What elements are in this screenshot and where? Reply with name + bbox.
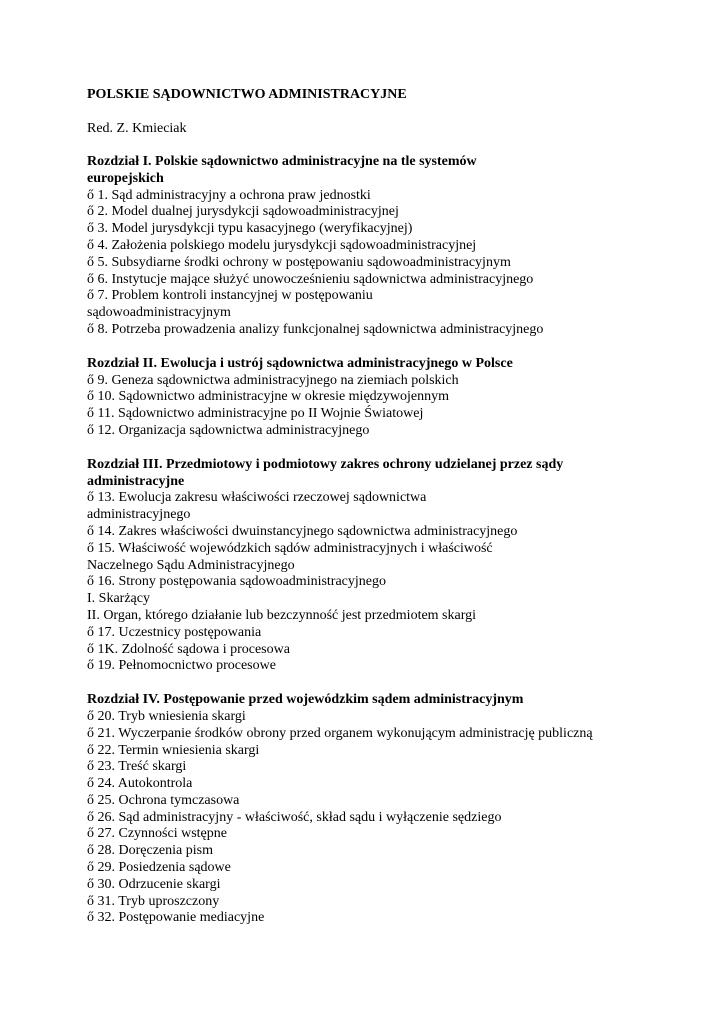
list-item: ő 10. Sądownictwo administracyjne w okresie międzywojennym [87, 389, 449, 405]
chapter-title: Rozdział I. Polskie sądownictwo administracyjne na tle systemów europejskich [87, 154, 477, 186]
chapter-2 [87, 356, 647, 440]
list-item: ő 16. Strony postępowania sądowoadministracyjnego [87, 574, 387, 590]
list-item: I. Skarżący [87, 591, 150, 607]
list-item: ő 15. Właściwość wojewódzkich sądów administracyjnych i właściwość Naczelnego Sądu Administracyjnego [87, 540, 493, 573]
list-item: ő 3. Model jurysdykcji typu kasacyjnego (weryfikacyjnej) [87, 221, 413, 237]
list-item: ő 25. Ochrona tymczasowa [87, 792, 240, 808]
list-item: ő 20. Tryb wniesienia skargi [87, 708, 246, 724]
list-item: ő 11. Sądownictwo administracyjne po II Wojnie Światowej [87, 406, 424, 422]
list-item: ő 29. Posiedzenia sądowe [87, 860, 231, 876]
list-item: ő 5. Subsydiarne środki ochrony w postępowaniu sądowoadministracyjnym [87, 254, 511, 270]
list-item: ő 17. Uczestnicy postępowania [87, 624, 262, 640]
list-item: ő 28. Doręczenia pism [87, 843, 213, 859]
list-item: ő 27. Czynności wstępne [87, 826, 227, 842]
list-item: ő 26. Sąd administracyjny - właściwość, skład sądu i wyłączenie sędziego [87, 809, 502, 825]
list-item: ő 14. Zakres właściwości dwuinstancyjnego sądownictwa administracyjnego [87, 523, 518, 539]
list-item: ő 6. Instytucje mające służyć unowocześnieniu sądownictwa administracyjnego [87, 271, 534, 287]
list-item: ő 1. Sąd administracyjny a ochrona praw jednostki [87, 187, 371, 203]
list-item: ő 4. Założenia polskiego modelu jurysdykcji sądowoadministracyjnej [87, 237, 477, 253]
document-title: POLSKIE SĄDOWNICTWO ADMINISTRACYJNE [87, 87, 407, 102]
list-item: ő 24. Autokontrola [87, 776, 193, 792]
list-item: ő 21. Wyczerpanie środków obrony przed organem wykonującym administrację publiczną [87, 725, 593, 741]
list-item: ő 22. Termin wniesienia skargi [87, 742, 260, 758]
list-item: ő 23. Treść skargi [87, 759, 187, 775]
list-item: ő 8. Potrzeba prowadzenia analizy funkcjonalnej sądownictwa administracyjnego [87, 321, 544, 337]
document-editor: Red. Z. Kmieciak [87, 121, 187, 136]
list-item: ő 1K. Zdolność sądowa i procesowa [87, 641, 290, 657]
list-item: ő 30. Odrzucenie skargi [87, 876, 221, 892]
chapter-title: Rozdział IV. Postępowanie przed wojewódzkim sądem administracyjnym [87, 692, 524, 708]
document-content [87, 86, 647, 927]
chapter-title: Rozdział II. Ewolucja i ustrój sądownictwa administracyjnego w Polsce [87, 355, 513, 371]
chapter-4 [87, 692, 647, 927]
list-item: ő 9. Geneza sądownictwa administracyjnego na ziemiach polskich [87, 372, 459, 388]
list-item: ő 12. Organizacja sądownictwa administracyjnego [87, 422, 370, 438]
list-item: ő 32. Postępowanie mediacyjne [87, 910, 265, 926]
list-item: II. Organ, którego działanie lub bezczynność jest przedmiotem skargi [87, 607, 477, 623]
list-item: ő 7. Problem kontroli instancyjnej w postępowaniu sądowoadministracyjnym [87, 288, 373, 321]
list-item: ő 19. Pełnomocnictwo procesowe [87, 658, 276, 674]
list-item: ő 13. Ewolucja zakresu właściwości rzeczowej sądownictwa administracyjnego [87, 490, 427, 523]
chapter-1 [87, 154, 647, 339]
list-item: ő 31. Tryb uproszczony [87, 893, 220, 909]
chapter-3 [87, 457, 647, 675]
chapter-title: Rozdział III. Przedmiotowy i podmiotowy zakres ochrony udzielanej przez sądy administracyjne [87, 456, 564, 489]
list-item: ő 2. Model dualnej jurysdykcji sądowoadministracyjnej [87, 204, 399, 220]
